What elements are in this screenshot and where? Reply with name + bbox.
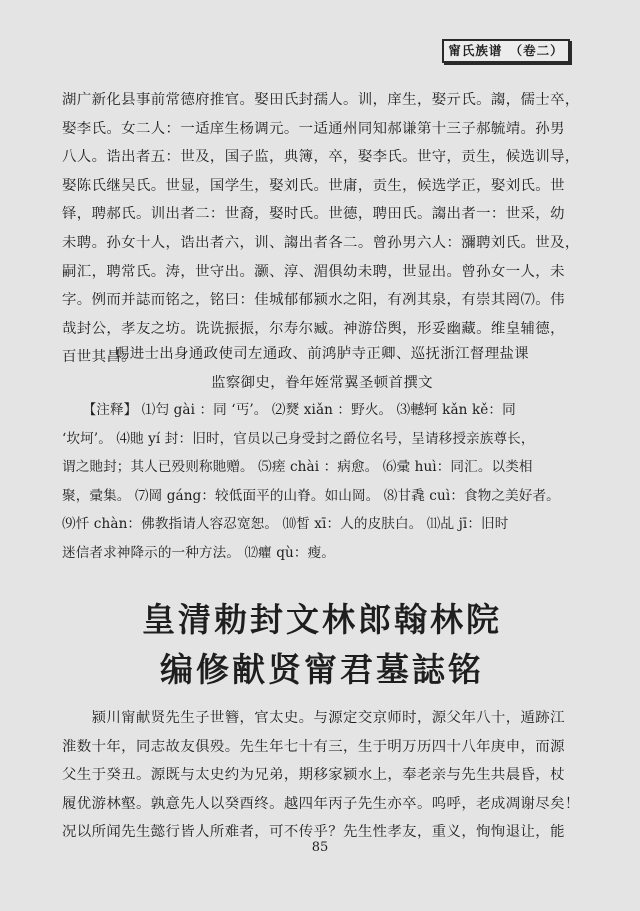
annotations — [62, 396, 582, 568]
running-header: 甯氏族谱 （卷二） — [442, 39, 570, 63]
annotation-line: 谓之貤封；其人已殁则称貤赠。 ⑸瘥 chài ：病愈。 ⑹彚 huì：同汇。以类相 — [62, 459, 533, 476]
text-line: 履优游林壑。孰意先人以癸酉终。越四年丙子先生亦卒。呜呼，老成凋谢尽矣！ — [62, 795, 580, 812]
epitaph-body — [62, 86, 582, 372]
annotation-line: 【注释】 ⑴匄 gài ：同 ‘丐’。 ⑵燹 xiǎn ：野火。 ⑶轗轲 kǎn kě：同 — [62, 402, 516, 418]
text-line: 未聘。孙女十人，诰出者六，训、謅出者各二。曾孙男六人：瀰聘刘氏。世及， — [62, 234, 580, 251]
text-line: 百世其昌。 — [62, 349, 136, 366]
author-credit — [62, 340, 582, 397]
section-title-line2: 编修献贤甯君墓誌铭 — [160, 650, 484, 689]
credit-line: 赐进士出身通政使司左通政、前鸿胪寺正卿、巡抚浙江督理盐课 — [114, 346, 530, 362]
text-line: 八人。诰出者五：世及，国子监，典簿，卒，娶李氏。世守，贡生，候选训导， — [62, 149, 580, 166]
new-epitaph-body — [62, 704, 582, 847]
text-line: 字。例而并誌而铭之，铭曰：佳城郁郁颍水之阳，有冽其泉，有崇其罔⑺。伟 — [62, 292, 565, 309]
text-line: 哉封公，孝友之坊。诜诜振振，尔寿尔臧。神游岱舆，形妥幽藏。维皇辅德， — [62, 320, 565, 337]
credit-line: 监察御史，眷年姪常翼圣顿首撰文 — [211, 374, 433, 391]
text-line: 娶李氏。女二人：一适庠生杨调元。一适通州同知郝谦第十三子郝毓靖。孙男 — [62, 120, 565, 137]
annotation-line: ⑼忏 chàn：佛教指请人容忍宽恕。 ⑽皙 xī：人的皮肤白。 ⑾乩 jī：旧时 — [62, 516, 509, 533]
section-title-line1: 皇清勅封文林郎翰林院 — [142, 600, 502, 639]
text-line: 嗣汇，聘常氏。涛，世守出。灏、淳、湄俱幼未聘，世显出。曾孙女一人，未 — [62, 263, 565, 280]
text-line: 湖广新化县事前常德府推官。娶田氏封孺人。训，庠生，娶亓氏。謅，儒士卒， — [62, 92, 580, 108]
text-line: 颍川甯献贤先生子世簪，官太史。与源定交京师时，源父年八十，遁跡江 — [62, 710, 565, 726]
text-line: 娶陈氏继吴氏。世显，国学生，娶刘氏。世庸，贡生，候选学正，娶刘氏。世 — [62, 177, 565, 194]
page-number: 85 — [311, 840, 329, 855]
annotation-line: ‘坎坷’。 ⑷貤 yí 封：旧时，官员以己身受封之爵位名号，呈请移授亲族尊长， — [62, 430, 535, 447]
annotation-line: 迷信者求神降示的一种方法。 ⑿癯 qù：瘦。 — [62, 544, 335, 561]
annotation-line: 聚，彚集。 ⑺岡 gáng：较低面平的山脊。如山岡。 ⑻甘毳 cuì：食物之美好者。 — [62, 487, 560, 504]
text-line: 况以所闻先生懿行皆人所难者，可不传乎？先生性孝友，重义，恂恂退让，能 — [62, 824, 565, 841]
text-line: 铎，聘郝氏。训出者二：世裔，娶时氏。世德，聘田氏。謅出者一：世采，幼 — [62, 206, 565, 223]
text-line: 淮数十年，同志故友俱殁。先生年七十有三，生于明万历四十八年庚申，而源 — [62, 738, 565, 755]
text-line: 父生于癸丑。源既与太史约为兄弟，期移家颍水上，奉老亲与先生共晨昏，杖 — [62, 767, 565, 784]
